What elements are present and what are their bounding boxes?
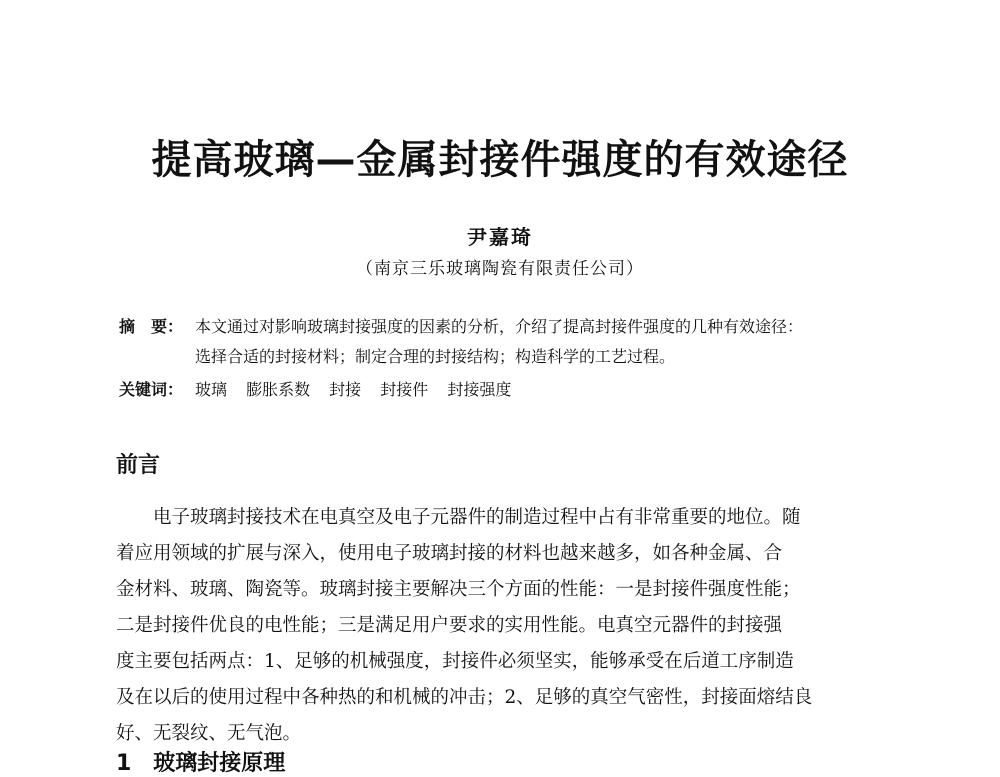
body-paragraph: [116, 500, 896, 752]
abstract-line: 选择合适的封接材料；制定合理的封接结构；构造科学的工艺过程。: [195, 347, 676, 366]
paragraph-line: 二是封接件优良的电性能；三是满足用户要求的实用性能。电真空元器件的封接强: [116, 615, 783, 636]
abstract-label: 摘 要：: [119, 317, 184, 336]
keywords-label: 关键词：: [119, 380, 184, 399]
author-affiliation: （南京三乐玻璃陶瓷有限责任公司）: [356, 259, 644, 279]
author-name: 尹嘉琦: [467, 225, 533, 249]
section-heading: 前言: [116, 453, 161, 478]
paragraph-line: 电子玻璃封接技术在电真空及电子元器件的制造过程中占有非常重要的地位。随: [116, 507, 801, 528]
paragraph-line: 金材料、玻璃、陶瓷等。玻璃封接主要解决三个方面的性能：一是封接件强度性能；: [116, 579, 801, 600]
paragraph-line: 好、无裂纹、无气泡。: [116, 723, 302, 744]
abstract-line: 本文通过对影响玻璃封接强度的因素的分析，介绍了提高封接件强度的几种有效途径：: [195, 317, 804, 336]
paragraph-line: 及在以后的使用过程中各种热的和机械的冲击；2、足够的真空气密性，封接面熔结良: [116, 687, 813, 708]
paragraph-line: 着应用领域的扩展与深入，使用电子玻璃封接的材料也越来越多，如各种金属、合: [116, 543, 783, 564]
paper-title: 提高玻璃—金属封接件强度的有效途径: [151, 137, 849, 183]
abstract-text: [195, 312, 899, 372]
next-section-heading: 1 玻璃封接原理: [116, 751, 286, 776]
keywords-text: 玻璃 膨胀系数 封接 封接件 封接强度: [195, 380, 512, 399]
paragraph-line: 度主要包括两点：1、足够的机械强度，封接件必须坚实，能够承受在后道工序制造: [116, 651, 794, 672]
